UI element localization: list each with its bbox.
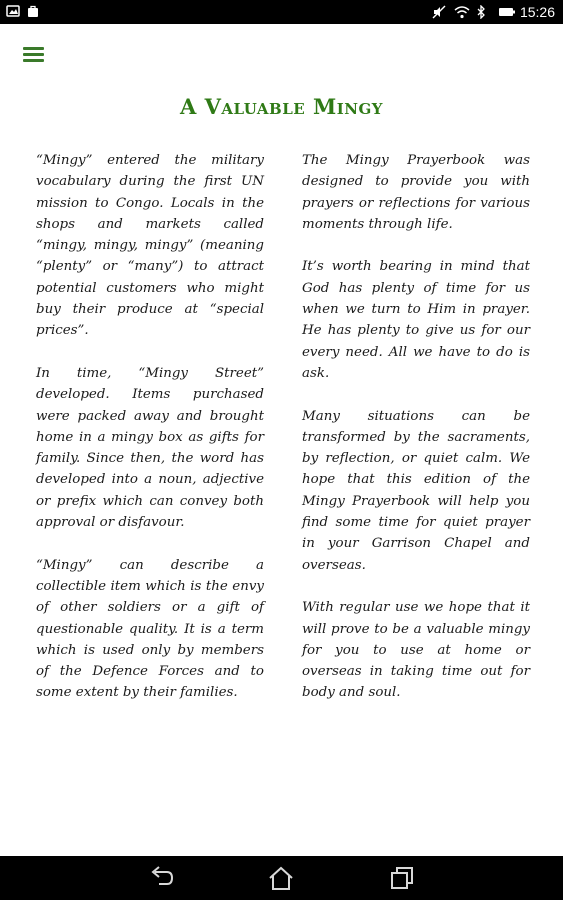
left-column bbox=[36, 150, 264, 725]
left-paragraph-1: “Mingy” entered the military vocabulary during the first UN mission to Congo. Locals in the shops and markets called “mingy, mingy, mingy” (meaning “plenty” or “many”) to attract potential customers who might buy their produce at “special prices”. bbox=[36, 153, 264, 339]
home-button[interactable] bbox=[266, 864, 296, 892]
recent-apps-icon bbox=[387, 877, 417, 896]
wifi-icon bbox=[454, 5, 468, 19]
mute-icon bbox=[432, 5, 446, 19]
left-paragraph-3: “Mingy” can describe a collectible item which is the envy of other soldiers or a gift of questionable quality. It is a term which is used only by members of the Defence Forces and to some extent by their families. bbox=[36, 557, 264, 701]
status-right-icons bbox=[432, 3, 555, 21]
navigation-bar bbox=[0, 856, 563, 900]
back-icon bbox=[147, 877, 177, 896]
page-title: A Valuable Mingy bbox=[180, 94, 383, 119]
status-bar bbox=[0, 0, 563, 24]
status-time: 15:26 bbox=[519, 4, 555, 20]
gallery-icon bbox=[6, 4, 20, 18]
menu-button[interactable] bbox=[20, 44, 48, 66]
left-paragraph-2: In time, “Mingy Street” developed. Items purchased were packed away and brought home in a mingy box as gifts for family. Since then, the word has developed into a noun, adjective or prefix which can convey both approval or disfavour. bbox=[36, 365, 264, 531]
app-content bbox=[0, 24, 563, 856]
battery-icon bbox=[498, 5, 512, 19]
status-left-icons bbox=[6, 4, 40, 18]
right-paragraph-1: The Mingy Prayerbook was designed to provide you with prayers or reflections for various moments through life. bbox=[302, 153, 530, 232]
right-paragraph-2: It’s worth bearing in mind that God has plenty of time for us when we turn to Him in prayer. He has plenty to give us for our every need. All we have to do is ask. bbox=[302, 259, 530, 381]
back-button[interactable] bbox=[147, 864, 177, 892]
bluetooth-icon bbox=[476, 5, 490, 19]
recent-apps-button[interactable] bbox=[387, 864, 417, 892]
right-paragraph-4: With regular use we hope that it will prove to be a valuable mingy for you to use at home or overseas in taking time out for body and soul. bbox=[302, 600, 530, 701]
right-column bbox=[302, 150, 530, 725]
right-paragraph-3: Many situations can be transformed by the sacraments, by reflection, or quiet calm. We hope that this edition of the Mingy Prayerbook will help you find some time for quiet prayer in your Garrison Chapel and overseas. bbox=[302, 408, 530, 573]
home-icon bbox=[266, 877, 296, 896]
bag-icon bbox=[26, 4, 40, 18]
